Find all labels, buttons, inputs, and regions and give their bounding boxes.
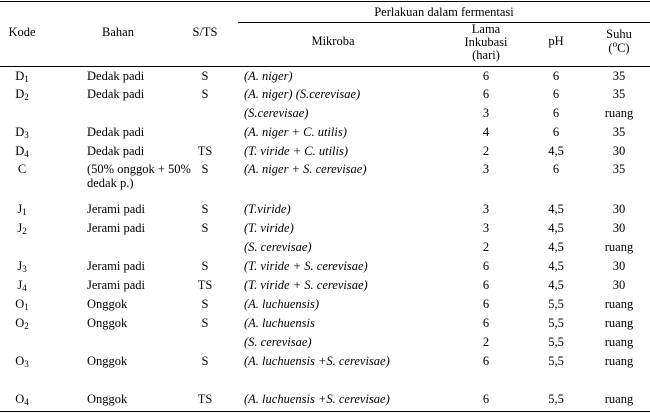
kode-subscript: 1	[22, 207, 27, 217]
row-bahan: (50% onggok + 50%	[87, 162, 191, 176]
row-suhu: ruang	[604, 392, 634, 406]
row-suhu: ruang	[604, 297, 634, 311]
kode-letter: J	[17, 202, 23, 216]
row-mikroba: (A. niger + S. cerevisae)	[244, 162, 367, 176]
row-ph: 4,5	[548, 240, 564, 254]
row-suhu: 35	[612, 162, 626, 176]
row-sts: S	[201, 259, 209, 273]
row-sts: S	[201, 87, 209, 101]
row-lama: 6	[482, 297, 490, 311]
row-ph: 5,5	[548, 335, 564, 349]
row-suhu: 30	[612, 259, 626, 273]
kode-letter: C	[17, 162, 27, 176]
row-kode	[15, 70, 29, 83]
row-bahan: Onggok	[87, 354, 128, 368]
header-group: Perlakuan dalam fermentasi	[374, 5, 514, 19]
kode-subscript: 2	[24, 321, 29, 331]
kode-subscript: 3	[24, 130, 29, 140]
row-kode	[15, 298, 29, 311]
row-kode	[17, 222, 26, 235]
kode-letter: O	[15, 392, 25, 406]
row-kode	[18, 163, 26, 176]
row-mikroba: (T. viride)	[244, 221, 294, 235]
row-mikroba: (A. niger)	[244, 69, 293, 83]
row-sts: TS	[197, 278, 213, 292]
row-lama: 3	[482, 162, 490, 176]
row-ph: 6	[552, 125, 560, 139]
kode-letter: J	[17, 278, 23, 292]
kode-subscript: 4	[24, 397, 29, 407]
row-suhu: 35	[612, 125, 626, 139]
row-lama: 3	[482, 202, 490, 216]
row-sts: S	[201, 221, 209, 235]
kode-subscript: 2	[22, 226, 27, 236]
table-top-rule	[0, 1, 650, 2]
row-suhu: ruang	[604, 316, 634, 330]
row-mikroba: (A. luchuensis	[244, 316, 315, 330]
row-kode	[17, 203, 26, 216]
row-bahan: Dedak padi	[87, 87, 145, 101]
row-kode	[15, 355, 29, 368]
row-bahan: Jerami padi	[87, 221, 145, 235]
row-lama: 6	[482, 392, 490, 406]
row-sts: S	[201, 202, 209, 216]
row-suhu: 30	[612, 144, 626, 158]
row-lama: 6	[482, 87, 490, 101]
row-suhu: 35	[612, 87, 626, 101]
header-sts: S/TS	[192, 25, 218, 39]
row-bahan: Jerami padi	[87, 259, 145, 273]
row-ph: 4,5	[548, 221, 564, 235]
kode-letter: D	[15, 69, 25, 83]
header-suhu-unit: ($^o$C)	[608, 39, 630, 55]
row-ph: 6	[552, 69, 560, 83]
row-kode	[15, 145, 29, 158]
kode-subscript: 1	[24, 302, 29, 312]
row-mikroba: (A. luchuensis)	[244, 297, 319, 311]
header-mikroba: Mikroba	[311, 34, 355, 48]
row-suhu: 30	[612, 278, 626, 292]
row-lama: 6	[482, 354, 490, 368]
row-ph: 4,5	[548, 259, 564, 273]
row-suhu: ruang	[604, 106, 634, 120]
kode-letter: J	[17, 259, 23, 273]
row-bahan: Dedak padi	[87, 144, 145, 158]
row-sts: TS	[197, 392, 213, 406]
row-sts: S	[201, 69, 209, 83]
header-bahan: Bahan	[102, 25, 134, 39]
row-suhu: 30	[612, 202, 626, 216]
kode-letter: O	[15, 354, 25, 368]
header-bottom-rule	[0, 66, 650, 67]
row-ph: 5,5	[548, 392, 564, 406]
row-lama: 6	[482, 278, 490, 292]
row-sts: S	[201, 297, 209, 311]
kode-subscript: 3	[22, 264, 27, 274]
row-suhu: 30	[612, 221, 626, 235]
row-bahan: Onggok	[87, 316, 128, 330]
row-suhu: ruang	[604, 240, 634, 254]
kode-subscript: 3	[24, 359, 29, 369]
row-lama: 2	[482, 240, 490, 254]
row-kode	[15, 317, 29, 330]
row-suhu: 35	[612, 69, 626, 83]
row-bahan: Onggok	[87, 297, 128, 311]
kode-subscript: 4	[22, 283, 27, 293]
row-bahan: Jerami padi	[87, 278, 145, 292]
row-mikroba: (A. niger) (S.cerevisae)	[244, 87, 361, 101]
row-bahan: Jerami padi	[87, 202, 145, 216]
row-bahan: Dedak padi	[87, 69, 145, 83]
kode-letter: D	[15, 87, 25, 101]
row-kode	[15, 393, 29, 406]
row-mikroba: (S.cerevisae)	[244, 106, 309, 120]
row-kode	[17, 279, 26, 292]
row-lama: 2	[482, 144, 490, 158]
row-mikroba: (S. cerevisae)	[244, 335, 312, 349]
kode-letter: D	[15, 144, 25, 158]
row-lama: 2	[482, 335, 490, 349]
group-header-rule	[238, 22, 650, 23]
header-lama-2: Inkubasi	[464, 35, 508, 49]
row-sts: S	[201, 316, 209, 330]
kode-letter: O	[15, 297, 25, 311]
row-mikroba: (A. luchuensis +S. cerevisae)	[244, 392, 390, 406]
row-kode	[15, 126, 29, 139]
header-kode: Kode	[8, 25, 36, 39]
row-lama: 4	[482, 125, 490, 139]
header-suhu: Suhu	[606, 27, 632, 41]
row-bahan: Onggok	[87, 392, 128, 406]
row-lama: 3	[482, 221, 490, 235]
row-lama: 3	[482, 106, 490, 120]
row-ph: 5,5	[548, 316, 564, 330]
row-mikroba: (T. viride + S. cerevisae)	[244, 278, 368, 292]
row-ph: 4,5	[548, 202, 564, 216]
row-bahan: Dedak padi	[87, 125, 145, 139]
row-ph: 6	[552, 106, 560, 120]
row-mikroba: (T. viride + C. utilis)	[244, 144, 349, 158]
row-suhu: ruang	[604, 354, 634, 368]
row-mikroba: (S. cerevisae)	[244, 240, 312, 254]
row-kode	[17, 260, 26, 273]
kode-letter: J	[17, 221, 23, 235]
header-lama-1: Lama	[471, 22, 501, 36]
degree-sign: o	[612, 39, 618, 49]
header-ph: pH	[548, 34, 564, 48]
row-ph: 4,5	[548, 144, 564, 158]
row-mikroba: (A. luchuensis +S. cerevisae)	[244, 354, 390, 368]
row-mikroba: (T. viride + S. cerevisae)	[244, 259, 368, 273]
row-kode	[15, 88, 29, 101]
kode-letter: D	[15, 125, 25, 139]
row-ph: 6	[552, 162, 560, 176]
row-mikroba: (A. niger + C. utilis)	[244, 125, 347, 139]
kode-subscript: 2	[24, 92, 29, 102]
row-ph: 6	[552, 87, 560, 101]
row-sts: S	[201, 162, 209, 176]
row-ph: 5,5	[548, 354, 564, 368]
header-lama-3: (hari)	[472, 48, 500, 62]
row-ph: 4,5	[548, 278, 564, 292]
row-bahan-line2: dedak p.)	[87, 176, 134, 190]
row-lama: 6	[482, 316, 490, 330]
kode-letter: O	[15, 316, 25, 330]
row-lama: 6	[482, 259, 490, 273]
row-lama: 6	[482, 69, 490, 83]
row-ph: 5,5	[548, 297, 564, 311]
row-sts: S	[201, 354, 209, 368]
kode-subscript: 1	[24, 74, 29, 84]
table-bottom-rule	[0, 411, 650, 412]
kode-subscript: 4	[24, 149, 29, 159]
row-sts: TS	[197, 144, 213, 158]
row-suhu: ruang	[604, 335, 634, 349]
row-mikroba: (T.viride)	[244, 202, 291, 216]
